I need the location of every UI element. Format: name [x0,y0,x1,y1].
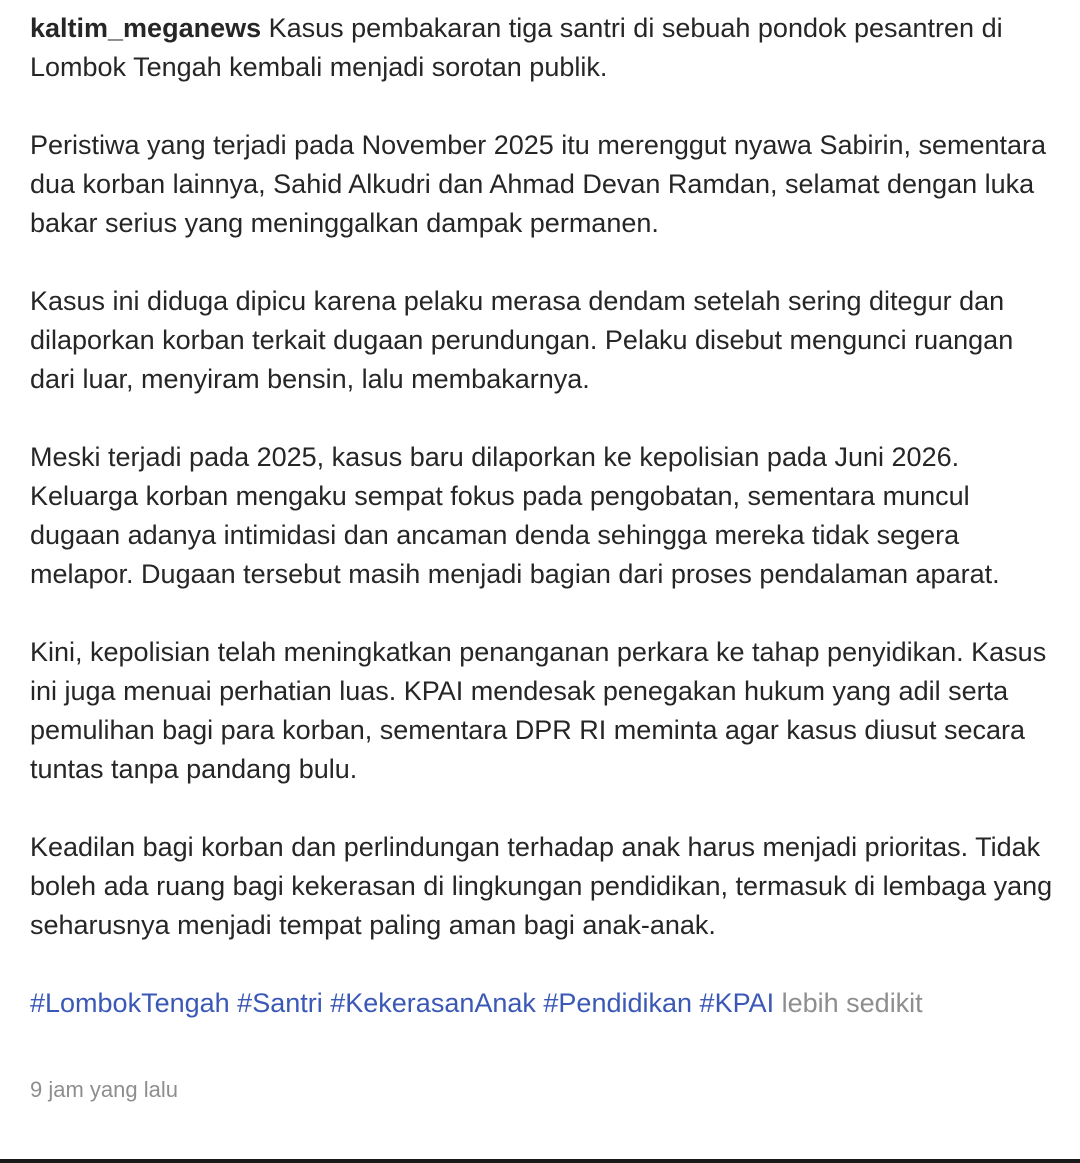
caption-intro-text: Kasus pembakaran tiga santri di sebuah pondok pesantren di Lombok Tengah kembali menjadi sorotan publik. [30,13,1003,82]
caption-paragraph-1: Peristiwa yang terjadi pada November 2025 itu merenggut nyawa Sabirin, sementara dua korban lainnya, Sahid Alkudri dan Ahmad Devan Ramdan, selamat dengan luka bakar serius yang meninggalkan dampak permanen. [30,130,1047,238]
hashtag-kpai[interactable]: #KPAI [699,988,775,1018]
post-caption [30,9,1060,1062]
caption-paragraph-3: Meski terjadi pada 2025, kasus baru dilaporkan ke kepolisian pada Juni 2026. Keluarga korban mengaku sempat fokus pada pengobatan, sementara muncul dugaan adanya intimidasi dan ancaman denda sehingga mereka tidak segera melapor. Dugaan tersebut masih menjadi bagian dari proses pendalaman aparat. [30,442,1000,589]
caption-paragraph-5: Keadilan bagi korban dan perlindungan terhadap anak harus menjadi prioritas. Tidak boleh ada ruang bagi kekerasan di lingkungan pendidikan, termasuk di lembaga yang seharusnya menjadi tempat paling aman bagi anak-anak. [30,832,1053,940]
hashtags-line [30,984,1060,1023]
username-link[interactable]: kaltim_meganews [30,13,262,43]
caption-paragraph-4: Kini, kepolisian telah meningkatkan penanganan perkara ke tahap penyidikan. Kasus ini juga menuai perhatian luas. KPAI mendesak penegakan hukum yang adil serta pemulihan bagi para korban, sementara DPR RI meminta agar kasus diusut secara tuntas tanpa pandang bulu. [30,637,1047,784]
hashtag-pendidikan[interactable]: #Pendidikan [543,988,693,1018]
caption-intro [30,9,1060,87]
post-timestamp: 9 jam yang lalu [30,1077,178,1102]
bottom-divider [0,1159,1080,1163]
hashtag-kekerasananak[interactable]: #KekerasanAnak [330,988,536,1018]
show-less-button[interactable]: lebih sedikit [781,988,923,1018]
hashtag-santri[interactable]: #Santri [237,988,323,1018]
caption-paragraph-2: Kasus ini diduga dipicu karena pelaku merasa dendam setelah sering ditegur dan dilaporkan korban terkait dugaan perundungan. Pelaku disebut mengunci ruangan dari luar, menyiram bensin, lalu membakarnya. [30,286,1014,394]
hashtag-lomboktengah[interactable]: #LombokTengah [30,988,230,1018]
